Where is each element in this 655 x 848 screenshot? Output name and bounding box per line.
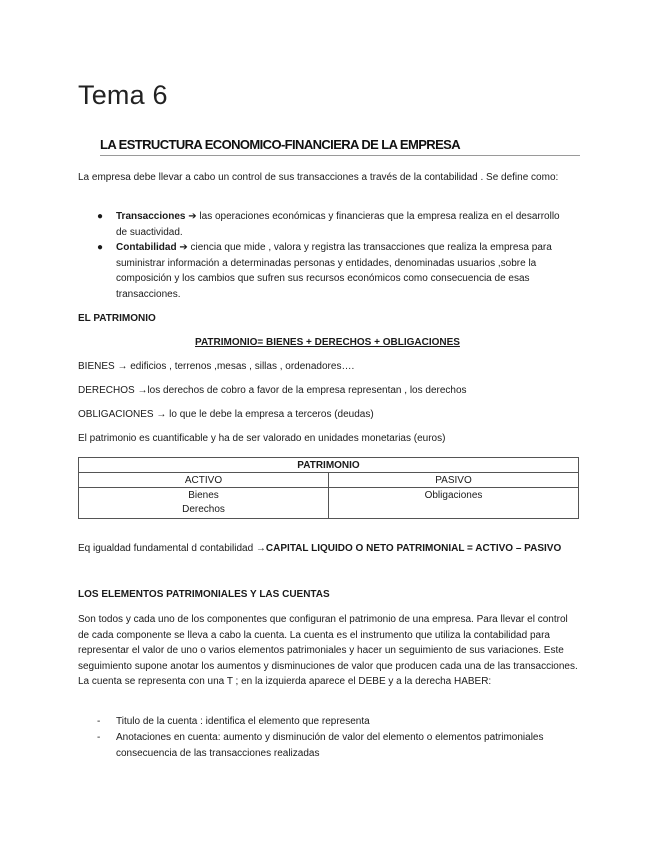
bullet-item (97, 240, 567, 302)
section-title-elementos: LOS ELEMENTOS PATRIMONIALES Y LAS CUENTAS (78, 589, 330, 600)
bullet-icon: ● (97, 242, 104, 253)
dash-marker: - (97, 716, 101, 727)
bullet-term: Contabilidad ➔ (116, 242, 188, 253)
table-cell-activo (79, 488, 329, 519)
bullet-text: las operaciones económicas y financieras que la empresa realiza en el desarrollo de suactividad. (116, 211, 560, 238)
patrimonio-formula: PATRIMONIO= BIENES + DERECHOS + OBLIGACIONES (195, 337, 460, 348)
equation-formula: CAPITAL LIQUIDO O NETO PATRIMONIAL = ACTIVO – PASIVO (265, 543, 562, 554)
section-heading: LA ESTRUCTURA ECONOMICO-FINANCIERA DE LA EMPRESA (100, 137, 580, 156)
dash-text: Titulo de la cuenta : identifica el elemento que representa (116, 716, 370, 727)
dash-text: Anotaciones en cuenta: aumento y disminución de valor del elemento o elementos patrimoniales consecuencia de las transacciones realizadas (116, 732, 544, 759)
table-title: PATRIMONIO (79, 458, 579, 473)
activo-item: Derechos (182, 504, 225, 515)
elementos-paragraph: Son todos y cada uno de los componentes que configuran el patrimonio de una empresa. Para llevar el control de cada componente se lleva a cabo la cuenta. La cuenta es el instrumento que utiliza la contabilidad para representar el valor de uno o varios elementos patrimoniales y hacer un seguimiento de sus variaciones. Este seguimiento supone anotar los aumentos y disminuciones de valor que producen cada una de las transacciones. La cuenta se representa con una T ; en la izquierda aparece el DEBE y a la derecha HABER: (78, 614, 578, 687)
page-title: Tema 6 (78, 80, 168, 110)
bullet-icon: ● (97, 211, 104, 222)
intro-paragraph: La empresa debe llevar a cabo un control de sus transacciones a través de la contabilidad . Se define como: (78, 172, 559, 183)
dash-item (97, 714, 557, 730)
pasivo-item: Obligaciones (424, 490, 483, 501)
section-title-patrimonio: EL PATRIMONIO (78, 313, 156, 324)
bullet-term: Transacciones ➔ (116, 211, 197, 222)
activo-item: Bienes (188, 490, 219, 501)
patrimonio-table (78, 457, 579, 519)
dash-item (97, 730, 557, 761)
dash-marker: - (97, 732, 101, 743)
fundamental-equation (78, 543, 561, 554)
derechos-line: DERECHOS →los derechos de cobro a favor de la empresa representan , los derechos (78, 385, 467, 396)
bullet-text: ciencia que mide , valora y registra las transacciones que realiza la empresa para suministrar información a determinadas personas y entidades, denominadas usuarios ,sobre la composición y los cambios que sufren sus recursos económicos como consecuencia de esas transacciones. (116, 242, 552, 300)
bullet-item (97, 209, 567, 240)
table-cell-pasivo (329, 488, 579, 519)
bienes-line: BIENES → edificios , terrenos ,mesas , sillas , ordenadores…. (78, 361, 355, 372)
table-header-activo: ACTIVO (79, 473, 329, 488)
patrimonio-valuation-line: El patrimonio es cuantificable y ha de ser valorado en unidades monetarias (euros) (78, 433, 446, 444)
table-header-pasivo: PASIVO (329, 473, 579, 488)
obligaciones-line: OBLIGACIONES → lo que le debe la empresa a terceros (deudas) (78, 409, 374, 420)
equation-prefix: Eq igualdad fundamental d contabilidad → (78, 543, 266, 554)
